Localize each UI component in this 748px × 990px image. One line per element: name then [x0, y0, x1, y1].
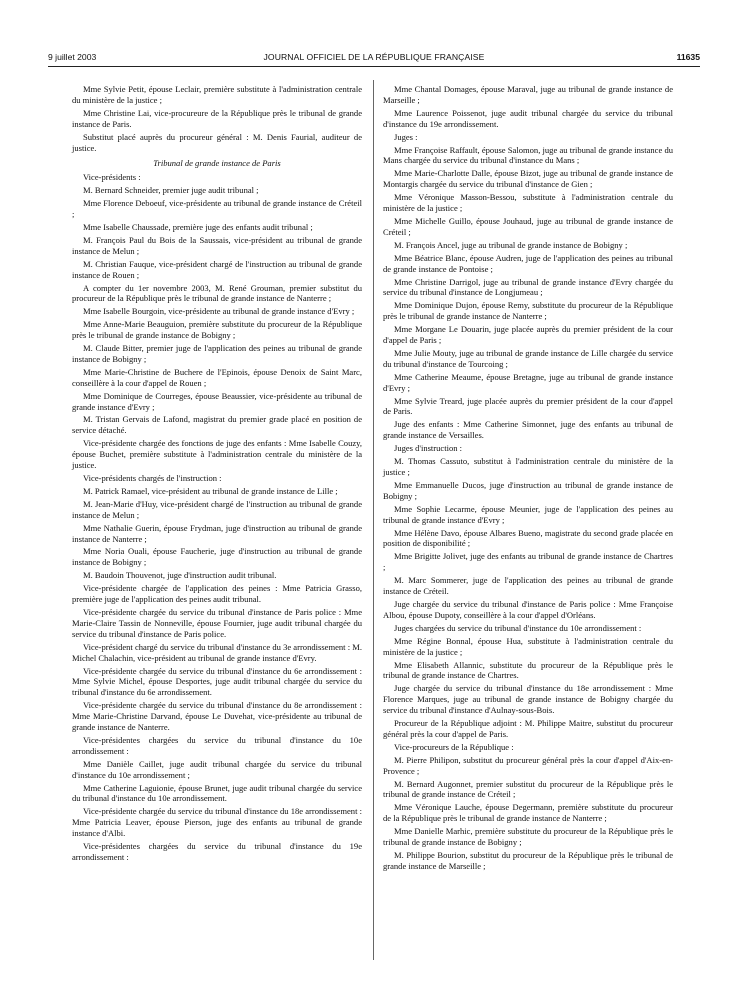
paragraph: Mme Sophie Lecarme, épouse Meunier, juge de l'application des peines au tribunal de grande instance d'Evry ;: [383, 503, 673, 525]
paragraph: Vice-présidents chargés de l'instruction :: [83, 473, 222, 483]
paragraph: Mme Catherine Meaume, épouse Bretagne, juge au tribunal de grande instance d'Evry ;: [383, 371, 673, 393]
header-rule: [48, 66, 700, 67]
paragraph: Mme Anne-Marie Beauguion, première substitute du procureur de la République près le tribunal de grande instance de Bobigny ;: [72, 319, 362, 341]
paragraph: Mme Béatrice Blanc, épouse Audren, juge de l'application des peines au tribunal de grande instance de Pontoise ;: [383, 252, 673, 274]
paragraph: M. Marc Sommerer, juge de l'application des peines au tribunal de grande instance de Créteil.: [383, 575, 673, 597]
paragraph: Procureur de la République adjoint : M. Philippe Maitre, substitut du procureur général près la cour d'appel de Paris.: [383, 718, 673, 739]
page-number: 11635: [676, 52, 700, 62]
paragraph: Mme Régine Bonnal, épouse Hua, substitute à l'administration centrale du ministère de la justice ;: [383, 635, 673, 657]
paragraph: Vice-présidentes chargées du service du tribunal d'instance du 19e arrondissement :: [72, 841, 362, 862]
paragraph: Mme Danielle Marhic, première substitute du procureur de la République près le tribunal de grande instance de Bobigny ;: [383, 826, 673, 848]
paragraph: Mme Véronique Masson-Bessou, substitute à l'administration centrale du ministère de la justice ;: [383, 192, 673, 214]
paragraph: Substitut placé auprès du procureur général : M. Denis Faurial, auditeur de justice.: [72, 131, 362, 153]
section-heading: Tribunal de grande instance de Paris: [153, 158, 281, 169]
paragraph: M. Bernard Augonnet, premier substitut du procureur de la République près le tribunal de grande instance de Créteil ;: [383, 778, 673, 800]
paragraph: Mme Marie-Charlotte Dalle, épouse Bizot, juge au tribunal de grande instance de Montargis chargée du service du tribunal d'instance de Gien ;: [383, 168, 673, 190]
page-header: [48, 52, 700, 66]
paragraph: Vice-présidente chargée du service du tribunal d'instance du 8e arrondissement : Mme Marie-Christine Darvand, épouse Le Duvehat, vice-présidente au tribunal de grande instance de Nanterre.: [72, 700, 362, 733]
paragraph: Mme Sylvie Petit, épouse Leclair, première substitute à l'administration centrale du ministère de la justice ;: [72, 84, 362, 105]
paragraph: M. Patrick Ramael, vice-président au tribunal de grande instance de Lille ;: [83, 485, 338, 496]
paragraph: Mme Hélène Davo, épouse Albares Bueno, magistrate du second grade placée en position de disponibilité ;: [383, 527, 673, 549]
paragraph: M. Christian Fauque, vice-président chargé de l'instruction au tribunal de grande instance de Rouen ;: [72, 258, 362, 280]
paragraph: Vice-présidentes chargées du service du tribunal d'instance du 10e arrondissement :: [72, 734, 362, 756]
paragraph: Mme Danièle Caillet, juge audit tribunal chargée du service du tribunal d'instance du 10e arrondissement ;: [72, 758, 362, 780]
paragraph: Mme Dominique de Courreges, épouse Beaussier, vice-présidente au tribunal de grande instance d'Evry ;: [72, 390, 362, 412]
paragraph: Vice-présidente chargée des fonctions de juge des enfants : Mme Isabelle Couzy, épouse Buchet, première substitute à l'administration centrale du ministère de la justice.: [72, 438, 362, 471]
paragraph: Mme Laurence Poissenot, juge audit tribunal chargée du service du tribunal d'instance du 19e arrondissement.: [383, 107, 673, 129]
paragraph: M. Baudoin Thouvenot, juge d'instruction audit tribunal.: [83, 570, 277, 581]
paragraph: M. Claude Bitter, premier juge de l'application des peines au tribunal de grande instance de Bobigny ;: [72, 343, 362, 364]
paragraph: Mme Emmanuelle Ducos, juge d'instruction au tribunal de grande instance de Bobigny ;: [383, 479, 673, 501]
paragraph: M. Bernard Schneider, premier juge audit tribunal ;: [83, 185, 259, 196]
paragraph: Mme Marie-Christine de Buchere de l'Epinois, épouse Denoix de Saint Marc, conseillère à la cour d'appel de Rouen ;: [72, 366, 362, 388]
paragraph: Vice-présidente chargée de l'application des peines : Mme Patricia Grasso, première juge de l'application des peines audit tribunal.: [72, 583, 362, 605]
paragraph: Juge des enfants : Mme Catherine Simonnet, juge des enfants au tribunal de grande instance de Versailles.: [383, 419, 673, 441]
paragraph: Mme Morgane Le Douarin, juge placée auprès du premier président de la cour d'appel de Paris ;: [383, 324, 673, 346]
paragraph: M. Jean-Marie d'Huy, vice-président chargé de l'instruction au tribunal de grande instance de Melun ;: [72, 498, 362, 520]
paragraph: Mme Nathalie Guerin, épouse Frydman, juge d'instruction au tribunal de grande instance de Nanterre ;: [72, 522, 362, 544]
paragraph: M. Thomas Cassuto, substitut à l'administration centrale du ministère de la justice ;: [383, 456, 673, 477]
paragraph: Vice-présidente chargée du service du tribunal d'instance du 18e arrondissement : Mme Patricia Leaver, épouse Pierson, juge des enfants au tribunal de grande instance d'Albi.: [72, 806, 362, 839]
paragraph: Mme Dominique Dujon, épouse Remy, substitute du procureur de la République près le tribunal de grande instance de Nanterre ;: [383, 300, 673, 322]
paragraph: M. Tristan Gervais de Lafond, magistrat du premier grade placé en position de service détaché.: [72, 414, 362, 436]
paragraph: Juges chargées du service du tribunal d'instance du 10e arrondissement :: [394, 622, 642, 633]
paragraph: Mme Florence Deboeuf, vice-présidente au tribunal de grande instance de Créteil ;: [72, 198, 362, 220]
paragraph: Mme Elisabeth Allannic, substitute du procureur de la République près le tribunal de grande instance de Chartres.: [383, 659, 673, 681]
issue-date: 9 juillet 2003: [48, 52, 97, 62]
paragraph: Juges :: [394, 131, 418, 142]
paragraph: Vice-présidents :: [83, 172, 141, 183]
paragraph: Mme Isabelle Bourgoin, vice-présidente au tribunal de grande instance d'Evry ;: [83, 306, 355, 317]
paragraph: M. François Ancel, juge au tribunal de grande instance de Bobigny ;: [394, 239, 628, 250]
journal-title: JOURNAL OFFICIEL DE LA RÉPUBLIQUE FRANÇAISE: [263, 52, 485, 62]
paragraph: Mme Françoise Raffault, épouse Salomon, juge au tribunal de grande instance du Mans chargée du service du tribunal d'instance du Mans ;: [383, 144, 673, 166]
paragraph: Vice-présidente chargée du service du tribunal d'instance du 6e arrondissement : Mme Sylvie Michel, épouse Desportes, juge audit tribunal chargée du service du tribunal d'instance du 6e arrondissement.: [72, 665, 362, 698]
paragraph: Mme Noria Ouali, épouse Faucherie, juge d'instruction au tribunal de grande instance de Bobigny ;: [72, 546, 362, 568]
paragraph: A compter du 1er novembre 2003, M. René Grouman, premier substitut du procureur de la République près le tribunal de grande instance de Nanterre ;: [72, 282, 362, 304]
paragraph: Vice-présidente chargée du service du tribunal d'instance de Paris police : Mme Marie-Claire Tassin de Nonneville, épouse Fournier, juge audit tribunal chargée du service du tribunal d'instance de Paris police.: [72, 606, 362, 639]
paragraph: Mme Michelle Guillo, épouse Jouhaud, juge au tribunal de grande instance de Créteil ;: [383, 215, 673, 237]
paragraph: Mme Isabelle Chaussade, première juge des enfants audit tribunal ;: [83, 221, 313, 232]
paragraph: Vice-procureurs de la République :: [394, 741, 514, 752]
paragraph: Juge chargée du service du tribunal d'instance de Paris police : Mme Françoise Albou, épouse Dupoty, conseillère à la cour d'appel d'Orléans.: [383, 598, 673, 620]
paragraph: Juges d'instruction :: [394, 443, 463, 454]
paragraph: M. Pierre Philipon, substitut du procureur général près la cour d'appel d'Aix-en-Provence ;: [383, 754, 673, 776]
paragraph: Mme Brigitte Jolivet, juge des enfants au tribunal de grande instance de Chartres ;: [383, 551, 673, 573]
right-column: [383, 84, 673, 874]
paragraph: Mme Véronique Lauche, épouse Degermann, première substitute du procureur de la République près le tribunal de grande instance de Nanterre ;: [383, 802, 673, 824]
paragraph: Mme Christine Darrigol, juge au tribunal de grande instance d'Evry chargée du service du tribunal d'instance de Longjumeau ;: [383, 276, 673, 298]
paragraph: M. François Paul du Bois de la Saussais, vice-président au tribunal de grande instance de Melun ;: [72, 234, 362, 256]
paragraph: Mme Chantal Domages, épouse Maraval, juge au tribunal de grande instance de Marseille ;: [383, 84, 673, 105]
paragraph: Vice-président chargé du service du tribunal d'instance du 3e arrondissement : M. Michel Chalachin, vice-président au tribunal de grande instance d'Evry.: [72, 641, 362, 663]
left-column: [72, 84, 362, 865]
paragraph: Mme Julie Mouty, juge au tribunal de grande instance de Lille chargée du service du tribunal d'instance de Tourcoing ;: [383, 347, 673, 369]
paragraph: Juge chargée du service du tribunal d'instance du 18e arrondissement : Mme Florence Marques, juge au tribunal de grande instance de Bobigny chargée du service du tribunal d'instance d'Aulnay-sous-Bois.: [383, 683, 673, 716]
paragraph: M. Philippe Bourion, substitut du procureur de la République près le tribunal de grande instance de Marseille ;: [383, 850, 673, 871]
paragraph: Mme Christine Lai, vice-procureure de la République près le tribunal de grande instance de Paris.: [72, 107, 362, 129]
column-separator: [373, 80, 374, 960]
paragraph: Mme Sylvie Treard, juge placée auprès du premier président de la cour d'appel de Paris.: [383, 395, 673, 417]
paragraph: Mme Catherine Laguionie, épouse Brunet, juge audit tribunal chargée du service du tribunal d'instance du 10e arrondissement.: [72, 782, 362, 804]
